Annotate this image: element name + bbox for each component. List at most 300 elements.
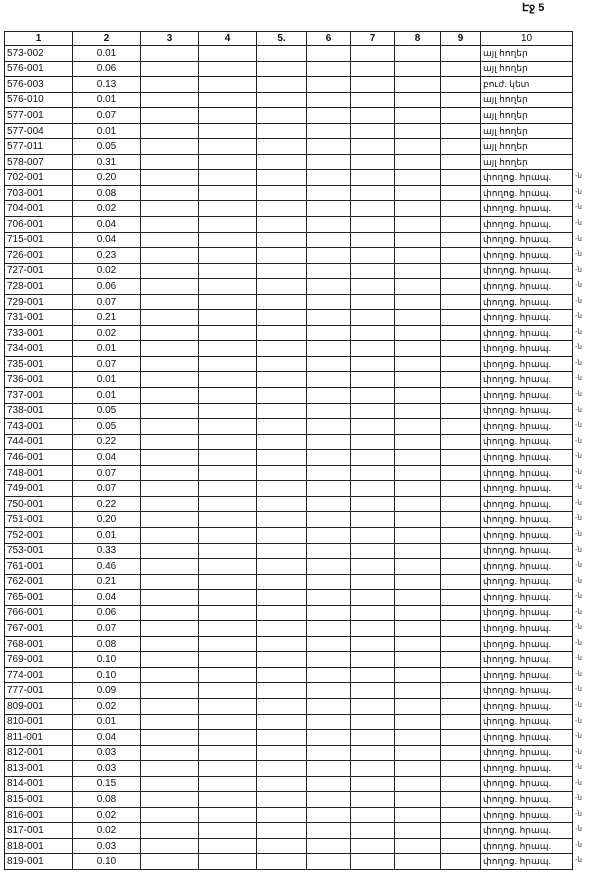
table-cell-col7 [351,263,395,279]
table-cell-col5 [257,481,307,497]
table-cell-col1: 761-001 [5,559,73,575]
table-cell-col5 [257,419,307,435]
table-cell-col5 [257,232,307,248]
table-cell-col5 [257,636,307,652]
table-cell-col4 [199,465,257,481]
table-cell-col8 [395,823,441,839]
table-cell-col8 [395,838,441,854]
table-cell-col4 [199,481,257,497]
table-cell-col1: 774-001 [5,667,73,683]
table-cell-col3 [141,761,199,777]
table-cell-col8 [395,574,441,590]
table-cell-col3 [141,185,199,201]
table-cell-col1: 818-001 [5,838,73,854]
table-cell-col10: փողոց. հրապ. [481,465,573,481]
table-cell-col4 [199,46,257,62]
table-cell-col2: 0.09 [73,683,141,699]
table-cell-col10: փողոց. հրապ. [481,761,573,777]
margin-mark [575,61,590,77]
table-cell-col4 [199,574,257,590]
table-row [5,46,573,62]
table-cell-col6 [307,108,351,124]
margin-mark: -ն [575,405,582,414]
table-cell-col10: փողոց. հրապ. [481,792,573,808]
table-cell-col5 [257,590,307,606]
table-cell-col10: փողոց. հրապ. [481,279,573,295]
table-cell-col8 [395,232,441,248]
table-cell-col3 [141,792,199,808]
table-cell-col4 [199,217,257,233]
table-cell-col7 [351,185,395,201]
table-cell-col5 [257,92,307,108]
table-cell-col9 [441,294,481,310]
table-cell-col2: 0.04 [73,217,141,233]
table-row [5,496,573,512]
table-cell-col3 [141,527,199,543]
table-row [5,559,573,575]
table-cell-col9 [441,450,481,466]
column-header-1: 1 [5,32,73,46]
table-row [5,543,573,559]
table-cell-col2: 0.03 [73,761,141,777]
table-cell-col5 [257,730,307,746]
table-cell-col9 [441,761,481,777]
table-cell-col5 [257,714,307,730]
table-cell-col7 [351,714,395,730]
table-cell-col10: այլ հողեր [481,108,573,124]
table-cell-col10: փողոց. հրապ. [481,403,573,419]
table-cell-col3 [141,450,199,466]
table-cell-col5 [257,698,307,714]
table-row [5,621,573,637]
table-cell-col3 [141,621,199,637]
table-cell-col4 [199,325,257,341]
table-cell-col4 [199,621,257,637]
table-cell-col10: փողոց. հրապ. [481,559,573,575]
table-cell-col5 [257,745,307,761]
table-row [5,123,573,139]
table-cell-col7 [351,465,395,481]
column-header-7: 7 [351,32,395,46]
table-row [5,92,573,108]
table-cell-col3 [141,325,199,341]
table-cell-col6 [307,807,351,823]
table-cell-col7 [351,621,395,637]
column-header-10: 10 [481,32,573,46]
table-cell-col3 [141,46,199,62]
table-cell-col9 [441,356,481,372]
table-cell-col6 [307,403,351,419]
table-cell-col9 [441,745,481,761]
table-cell-col9 [441,792,481,808]
table-cell-col4 [199,745,257,761]
margin-mark: -ն [575,716,582,725]
table-cell-col1: 769-001 [5,652,73,668]
table-cell-col6 [307,61,351,77]
table-cell-col5 [257,652,307,668]
margin-mark [575,123,590,139]
table-cell-col10: փողոց. հրապ. [481,419,573,435]
table-cell-col3 [141,170,199,186]
table-cell-col6 [307,559,351,575]
table-cell-col9 [441,776,481,792]
table-cell-col7 [351,372,395,388]
table-cell-col10: փողոց. հրապ. [481,434,573,450]
table-cell-col6 [307,543,351,559]
table-cell-col2: 0.20 [73,512,141,528]
table-cell-col5 [257,403,307,419]
table-cell-col9 [441,807,481,823]
table-cell-col9 [441,403,481,419]
table-cell-col9 [441,108,481,124]
table-row [5,574,573,590]
table-cell-col4 [199,263,257,279]
table-cell-col9 [441,698,481,714]
table-cell-col5 [257,792,307,808]
table-cell-col9 [441,419,481,435]
table-cell-col5 [257,559,307,575]
table-cell-col8 [395,310,441,326]
table-cell-col2: 0.07 [73,108,141,124]
table-cell-col7 [351,139,395,155]
table-cell-col3 [141,745,199,761]
table-cell-col9 [441,232,481,248]
table-cell-col3 [141,341,199,357]
table-cell-col2: 0.03 [73,838,141,854]
table-cell-col8 [395,388,441,404]
table-cell-col9 [441,310,481,326]
table-row [5,139,573,155]
table-cell-col5 [257,761,307,777]
table-cell-col8 [395,559,441,575]
table-cell-col4 [199,823,257,839]
table-cell-col10: փողոց. հրապ. [481,621,573,637]
table-cell-col4 [199,154,257,170]
table-cell-col2: 0.07 [73,621,141,637]
table-cell-col7 [351,698,395,714]
land-plot-table [4,31,573,870]
table-cell-col9 [441,590,481,606]
table-cell-col6 [307,590,351,606]
table-cell-col8 [395,294,441,310]
table-cell-col5 [257,512,307,528]
table-cell-col8 [395,761,441,777]
table-cell-col2: 0.13 [73,77,141,93]
table-cell-col2: 0.20 [73,170,141,186]
table-cell-col9 [441,46,481,62]
margin-mark: -ն [575,498,582,507]
table-cell-col4 [199,77,257,93]
table-cell-col2: 0.01 [73,372,141,388]
table-cell-col5 [257,621,307,637]
table-cell-col10: այլ հողեր [481,46,573,62]
table-row [5,356,573,372]
table-row [5,217,573,233]
table-cell-col4 [199,636,257,652]
table-cell-col3 [141,854,199,870]
table-cell-col10: փողոց. հրապ. [481,512,573,528]
table-cell-col9 [441,636,481,652]
table-row [5,185,573,201]
table-cell-col9 [441,248,481,264]
table-cell-col8 [395,450,441,466]
table-cell-col8 [395,605,441,621]
table-cell-col4 [199,590,257,606]
table-cell-col3 [141,652,199,668]
table-cell-col1: 812-001 [5,745,73,761]
table-row [5,154,573,170]
table-cell-col3 [141,310,199,326]
table-cell-col5 [257,527,307,543]
margin-mark: -ն [575,452,582,461]
table-cell-col9 [441,154,481,170]
table-cell-col2: 0.05 [73,419,141,435]
table-cell-col4 [199,279,257,295]
table-cell-col10: փողոց. հրապ. [481,232,573,248]
table-cell-col7 [351,388,395,404]
table-cell-col8 [395,807,441,823]
table-row [5,434,573,450]
table-cell-col7 [351,792,395,808]
table-cell-col10: այլ հողեր [481,92,573,108]
table-cell-col5 [257,61,307,77]
table-cell-col7 [351,776,395,792]
table-cell-col7 [351,201,395,217]
table-row [5,590,573,606]
table-row [5,652,573,668]
table-cell-col4 [199,434,257,450]
margin-mark: -ն [575,545,582,554]
table-cell-col7 [351,248,395,264]
table-cell-col2: 0.01 [73,46,141,62]
margin-marks [575,45,590,869]
table-cell-col5 [257,154,307,170]
table-cell-col7 [351,108,395,124]
table-cell-col9 [441,527,481,543]
table-cell-col1: 727-001 [5,263,73,279]
table-cell-col6 [307,263,351,279]
table-cell-col9 [441,730,481,746]
margin-mark: -ն [575,250,582,259]
table-row [5,263,573,279]
table-cell-col4 [199,341,257,357]
table-cell-col9 [441,605,481,621]
table-cell-col3 [141,605,199,621]
margin-mark: -ն [575,529,582,538]
table-cell-col5 [257,543,307,559]
table-cell-col1: 703-001 [5,185,73,201]
table-cell-col7 [351,527,395,543]
table-cell-col1: 737-001 [5,388,73,404]
table-cell-col7 [351,574,395,590]
table-cell-col10: փողոց. հրապ. [481,201,573,217]
table-row [5,761,573,777]
table-cell-col8 [395,543,441,559]
table-cell-col1: 577-004 [5,123,73,139]
table-cell-col7 [351,77,395,93]
table-cell-col7 [351,543,395,559]
table-row [5,823,573,839]
margin-mark: -ն [575,343,582,352]
table-cell-col4 [199,170,257,186]
margin-mark: -ն [575,421,582,430]
table-cell-col3 [141,698,199,714]
table-cell-col2: 0.04 [73,730,141,746]
table-cell-col3 [141,154,199,170]
table-cell-col5 [257,310,307,326]
table-cell-col5 [257,823,307,839]
table-cell-col4 [199,854,257,870]
table-row [5,310,573,326]
table-cell-col4 [199,185,257,201]
table-cell-col9 [441,434,481,450]
table-cell-col7 [351,232,395,248]
table-cell-col4 [199,683,257,699]
column-header-2: 2 [73,32,141,46]
margin-mark: -ն [575,483,582,492]
margin-mark: -ն [575,358,582,367]
table-cell-col7 [351,434,395,450]
table-cell-col2: 0.10 [73,667,141,683]
table-cell-col6 [307,232,351,248]
table-cell-col6 [307,574,351,590]
table-cell-col2: 0.21 [73,310,141,326]
table-cell-col8 [395,745,441,761]
table-cell-col10: փողոց. հրապ. [481,527,573,543]
table-cell-col2: 0.08 [73,636,141,652]
table-cell-col1: 762-001 [5,574,73,590]
table-cell-col1: 765-001 [5,590,73,606]
table-cell-col9 [441,543,481,559]
table-cell-col2: 0.01 [73,714,141,730]
table-cell-col10: փողոց. հրապ. [481,823,573,839]
table-cell-col2: 0.46 [73,559,141,575]
table-cell-col6 [307,761,351,777]
table-cell-col10: փողոց. հրապ. [481,450,573,466]
table-cell-col1: 576-010 [5,92,73,108]
table-cell-col7 [351,838,395,854]
table-cell-col4 [199,232,257,248]
table-row [5,61,573,77]
table-cell-col5 [257,434,307,450]
margin-mark: -ն [575,296,582,305]
table-cell-col2: 0.08 [73,185,141,201]
table-cell-col5 [257,776,307,792]
table-cell-col6 [307,838,351,854]
table-cell-col6 [307,123,351,139]
table-cell-col4 [199,403,257,419]
table-row [5,792,573,808]
table-cell-col1: 578-007 [5,154,73,170]
margin-mark: -ն [575,374,582,383]
table-row [5,325,573,341]
table-cell-col6 [307,217,351,233]
table-cell-col3 [141,232,199,248]
table-cell-col5 [257,217,307,233]
table-cell-col8 [395,341,441,357]
table-cell-col5 [257,496,307,512]
table-cell-col2: 0.15 [73,776,141,792]
table-cell-col8 [395,185,441,201]
table-cell-col1: 729-001 [5,294,73,310]
table-cell-col3 [141,201,199,217]
table-cell-col3 [141,139,199,155]
table-cell-col7 [351,325,395,341]
table-row [5,807,573,823]
table-cell-col5 [257,123,307,139]
table-cell-col8 [395,217,441,233]
table-cell-col7 [351,310,395,326]
table-cell-col2: 0.07 [73,294,141,310]
table-cell-col8 [395,434,441,450]
table-cell-col3 [141,248,199,264]
table-cell-col9 [441,621,481,637]
table-cell-col10: փողոց. հրապ. [481,170,573,186]
table-cell-col10: փողոց. հրապ. [481,341,573,357]
table-row [5,77,573,93]
table-cell-col8 [395,46,441,62]
table-cell-col6 [307,496,351,512]
table-cell-col10: փողոց. հրապ. [481,388,573,404]
table-cell-col5 [257,356,307,372]
table-cell-col8 [395,356,441,372]
table-cell-col8 [395,730,441,746]
table-cell-col7 [351,496,395,512]
table-cell-col2: 0.01 [73,527,141,543]
table-cell-col9 [441,512,481,528]
table-cell-col1: 768-001 [5,636,73,652]
table-cell-col4 [199,310,257,326]
table-row [5,388,573,404]
margin-mark: -ն [575,265,582,274]
table-cell-col6 [307,185,351,201]
table-cell-col6 [307,714,351,730]
table-cell-col8 [395,652,441,668]
column-header-4: 4 [199,32,257,46]
table-cell-col8 [395,590,441,606]
table-row [5,714,573,730]
table-cell-col2: 0.05 [73,139,141,155]
table-cell-col1: 813-001 [5,761,73,777]
margin-mark: -ն [575,700,582,709]
table-cell-col4 [199,698,257,714]
table-cell-col6 [307,154,351,170]
table-cell-col6 [307,170,351,186]
table-row [5,465,573,481]
table-cell-col6 [307,341,351,357]
table-cell-col8 [395,154,441,170]
table-cell-col10: փողոց. հրապ. [481,372,573,388]
table-cell-col1: 744-001 [5,434,73,450]
table-cell-col3 [141,683,199,699]
table-cell-col3 [141,590,199,606]
table-cell-col1: 577-011 [5,139,73,155]
margin-mark: -ն [575,327,582,336]
table-cell-col8 [395,263,441,279]
table-cell-col8 [395,465,441,481]
table-cell-col9 [441,714,481,730]
table-cell-col4 [199,108,257,124]
table-row [5,512,573,528]
margin-mark: -ն [575,794,582,803]
table-cell-col8 [395,403,441,419]
table-cell-col10: փողոց. հրապ. [481,248,573,264]
margin-mark: -ն [575,747,582,756]
table-row [5,730,573,746]
margin-mark: -ն [575,654,582,663]
table-cell-col1: 573-002 [5,46,73,62]
table-cell-col3 [141,512,199,528]
